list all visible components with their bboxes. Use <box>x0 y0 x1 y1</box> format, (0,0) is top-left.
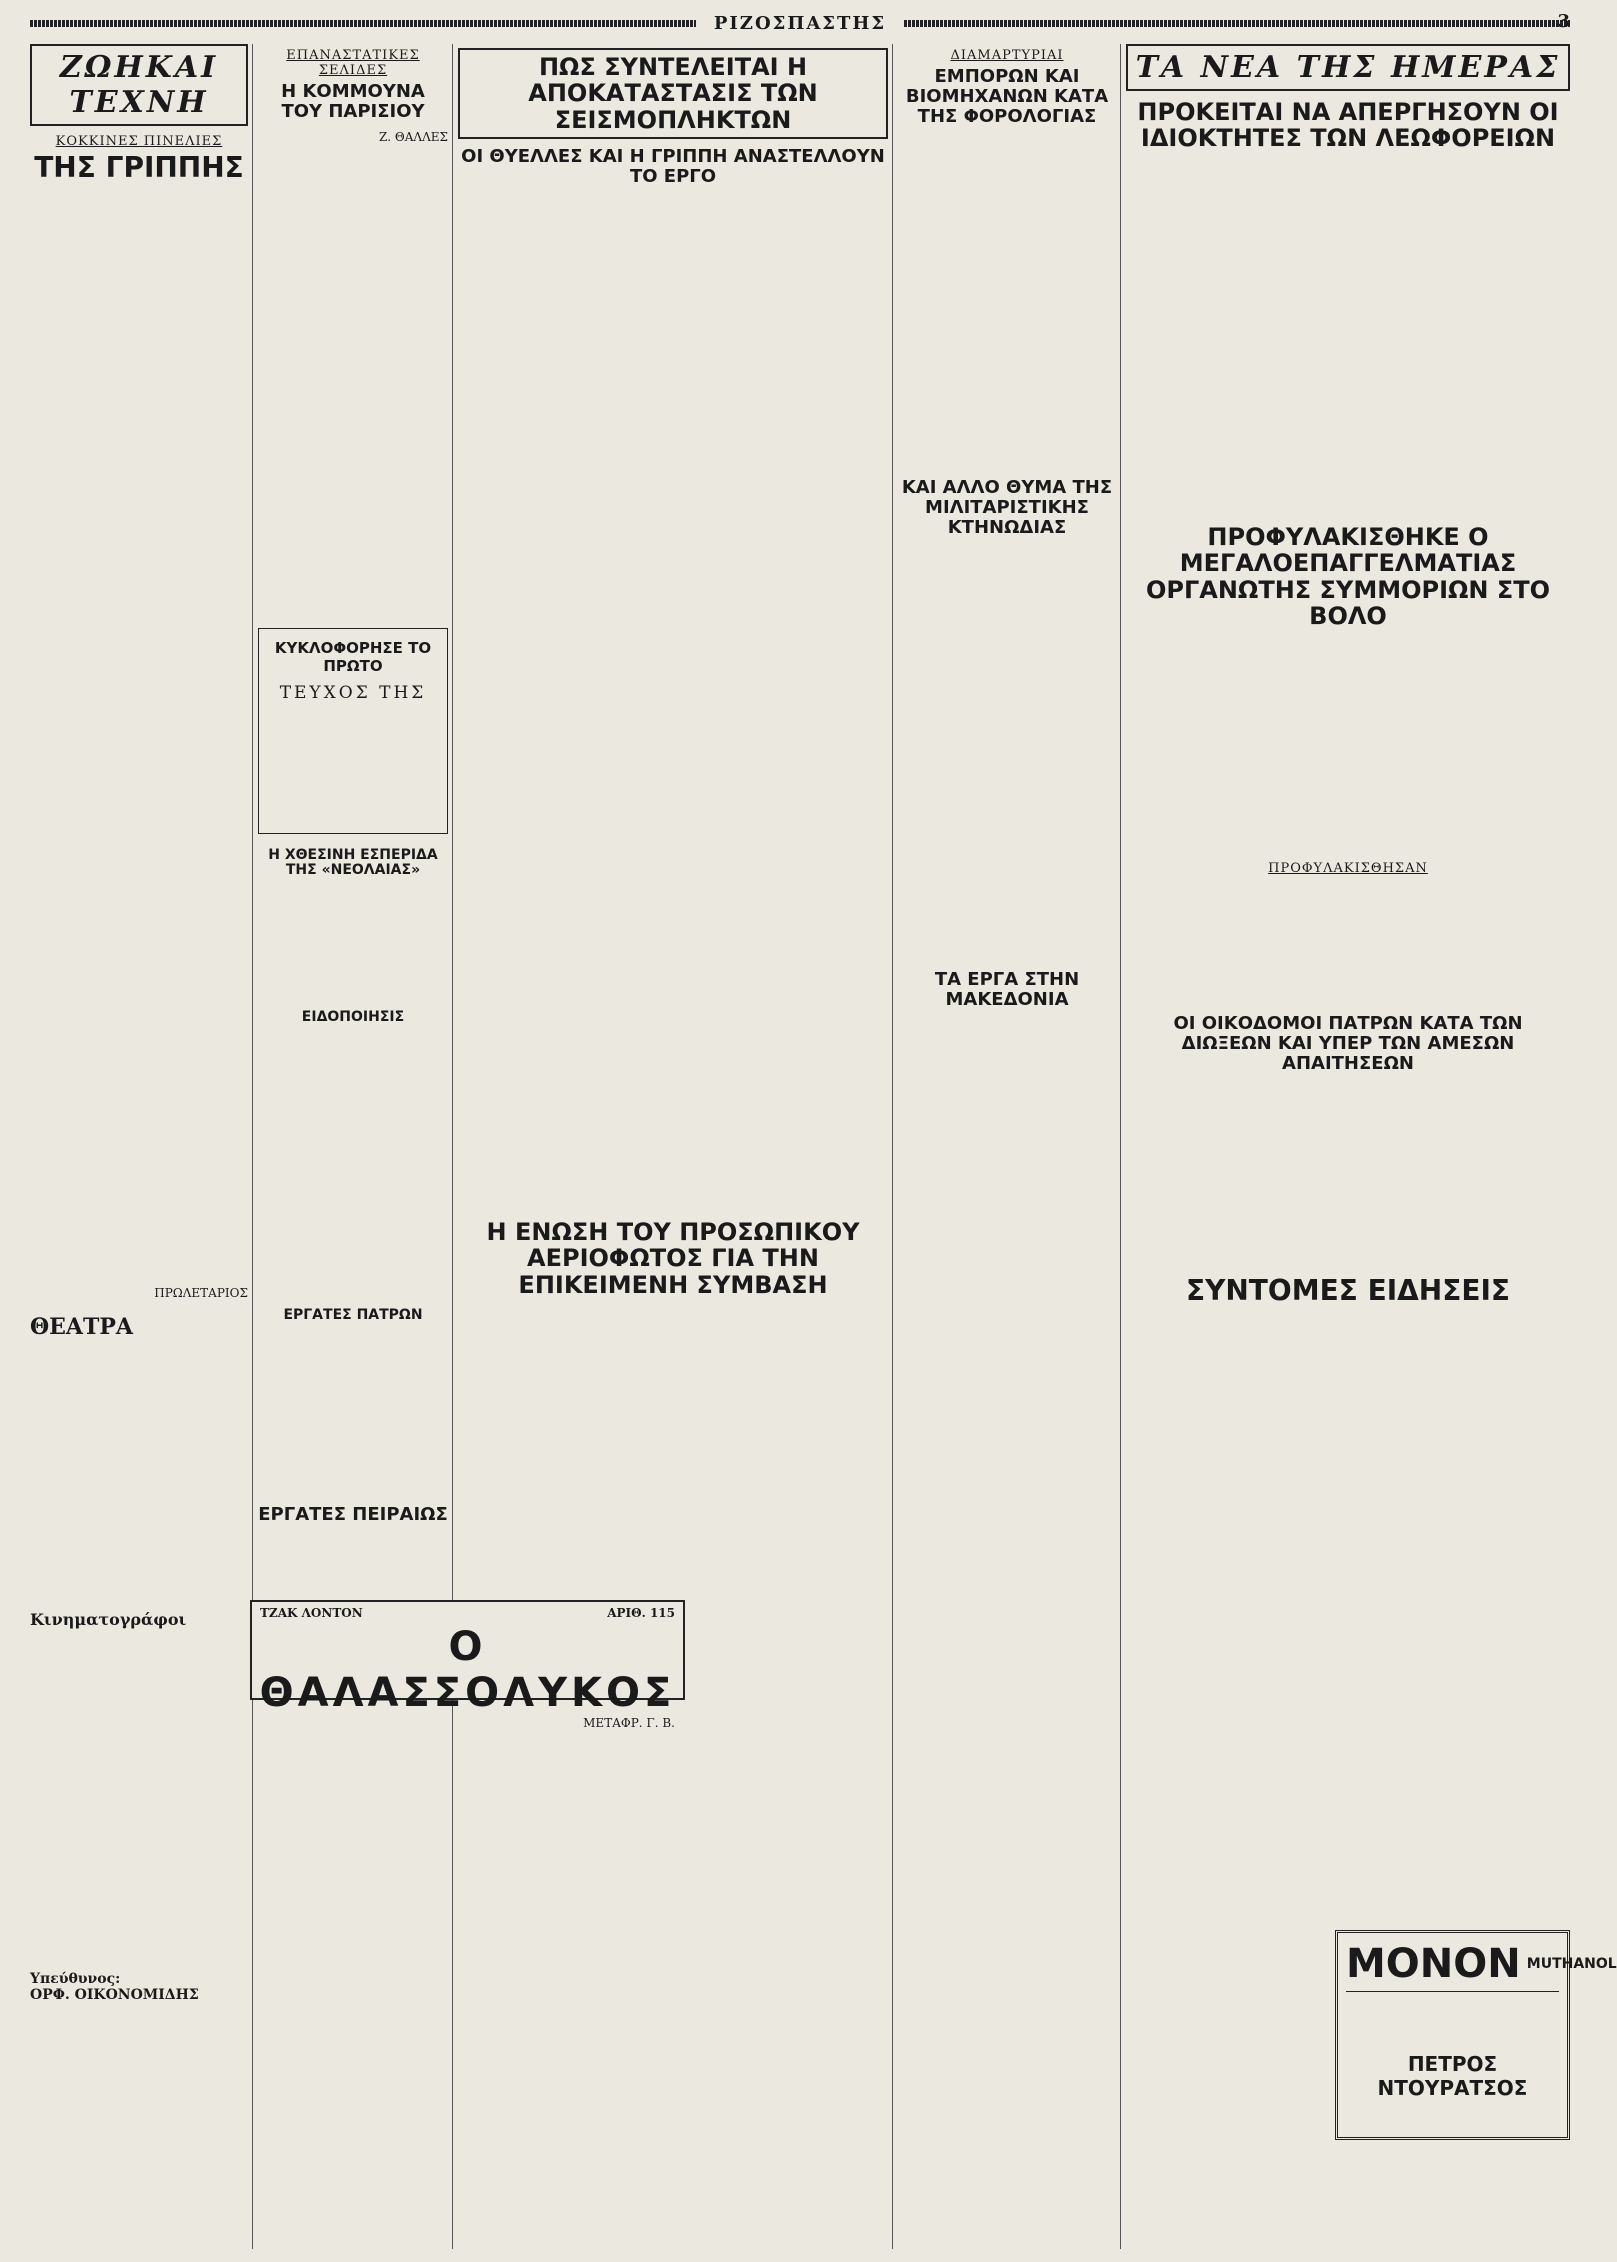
column-life-and-art <box>30 44 248 2249</box>
column-paris-commune <box>258 44 448 2249</box>
serial-title: Ο ΘΑΛΑΣΣΟΛΥΚΟΣ <box>259 1624 676 1716</box>
section-title: ΤΑ ΝΕΑ ΤΗΣ ΗΜΕΡΑΣ <box>1126 44 1570 91</box>
article-text <box>458 195 888 1215</box>
ad-brand: MUTHANOL <box>1526 1956 1617 1972</box>
kicker: ΕΠΑΝΑΣΤΑΤΙΚΕΣ ΣΕΛΙΔΕΣ <box>286 48 420 78</box>
column-separator <box>252 44 253 2249</box>
cinema-listings <box>30 1635 248 1965</box>
cinema-listings-label: Κινηματογράφοι <box>30 1609 187 1629</box>
headline: Η ΕΝΩΣΗ ΤΟΥ ΠΡΟΣΩΠΙΚΟΥ ΑΕΡΙΟΦΩΤΟΣ ΓΙΑ ΤΗΝ ΕΠΙΚΕΙΜΕΝΗ ΣΥΜΒΑΣΗ <box>486 1217 860 1299</box>
publication-box <box>258 628 448 834</box>
article-text <box>258 886 448 1006</box>
article-text <box>1126 637 1570 857</box>
headline: ΠΡΟΚΕΙΤΑΙ ΝΑ ΑΠΕΡΓΗΣΟΥΝ ΟΙ ΙΔΙΟΚΤΗΤΕΣ ΤΩΝ ΛΕΩΦΟΡΕΙΩΝ <box>1137 98 1559 153</box>
subhead: ΟΙ ΘΥΕΛΛΕΣ ΚΑΙ Η ΓΡΙΠΠΗ ΑΝΑΣΤΕΛΛΟΥΝ ΤΟ ΕΡΓΟ <box>461 146 885 187</box>
headline: ΕΡΓΑΤΕΣ ΠΑΤΡΩΝ <box>283 1306 423 1323</box>
column-separator <box>1120 44 1121 2249</box>
section-title: ΖΩΗΚΑΙ ΤΕΧΝΗ <box>30 44 248 126</box>
column-separator <box>452 44 453 2249</box>
serial-issue: ΑΡΙΘ. 115 <box>607 1606 675 1620</box>
box-subtitle: ΤΕΥΧΟΣ ΤΗΣ <box>279 682 427 703</box>
byline: ΠΡΩΛΕΤΑΡΙΟΣ <box>154 1285 248 1300</box>
theatre-listings <box>30 1346 248 1596</box>
column-earthquake-relief <box>458 44 888 2249</box>
theatre-listings-label: ΘΕΑΤΡΑ <box>30 1313 133 1340</box>
headline: ΟΙ ΟΙΚΟΔΟΜΟΙ ΠΑΤΡΩΝ ΚΑΤΑ ΤΩΝ ΔΙΩΞΕΩΝ ΚΑΙ ΥΠΕΡ ΤΩΝ ΑΜΕΣΩΝ ΑΠΑΙΤΗΣΕΩΝ <box>1173 1013 1523 1074</box>
headline: ΕΡΓΑΤΕΣ ΠΕΙΡΑΙΩΣ <box>258 1504 448 1526</box>
ad-headline: ΜΟΝΟΝ <box>1346 1941 1521 1987</box>
article-text <box>258 154 448 614</box>
kicker: ΚΟΚΚΙΝΕΣ ΠΙΝΕΛΙΕΣ <box>55 134 223 149</box>
column-day-news <box>1126 44 1570 2249</box>
box-title: ΚΥΚΛΟΦΟΡΗΣΕ ΤΟ ΠΡΩΤΟ <box>274 638 432 675</box>
page-number: 3 <box>1557 11 1570 32</box>
headline: ΤΑ ΕΡΓΑ ΣΤΗΝ ΜΑΚΕΔΟΝΙΑ <box>934 968 1080 1010</box>
headline: Η ΧΘΕΣΙΝΗ ΕΣΠΕΡΙΔΑ ΤΗΣ «ΝΕΟΛΑΙΑΣ» <box>268 846 438 878</box>
serial-novel-box <box>250 1600 685 1730</box>
column-protests <box>898 44 1116 2249</box>
article-text <box>898 134 1116 474</box>
footer-name: ΟΡΦ. ΟΙΚΟΝΟΜΙΔΗΣ <box>30 1986 199 2003</box>
serial-author: ΤΖΑΚ ΛΟΝΤΟΝ <box>260 1606 363 1620</box>
masthead-rule-left <box>30 20 696 27</box>
article-text <box>258 1331 448 1501</box>
footer-label: Υπεύθυνος: <box>30 1970 121 1987</box>
article-text <box>258 1034 448 1304</box>
masthead <box>30 8 1570 38</box>
advertisement-muthanol <box>1335 1930 1617 2140</box>
article-text <box>1126 160 1570 520</box>
headline: ΣΥΝΤΟΜΕΣ ΕΙΔΗΣΕΙΣ <box>1185 1273 1511 1307</box>
article-text <box>30 192 248 1282</box>
column-separator <box>892 44 893 2249</box>
article-text <box>1126 880 1570 1010</box>
kicker: ΔΙΑΜΑΡΤΥΡΙΑΙ <box>950 48 1064 63</box>
ad-advertiser-name: ΠΕΤΡΟΣ ΝΤΟΥΡΑΤΣΟΣ <box>1377 2052 1528 2100</box>
masthead-rule-right <box>904 20 1570 27</box>
headline: ΠΡΟΦΥΛΑΚΙΣΘΗΚΕ Ο ΜΕΓΑΛΟΕΠΑΓΓΕΛΜΑΤΙΑΣ ΟΡΓΑΝΩΤΗΣ ΣΥΜΜΟΡΙΩΝ ΣΤΟ ΒΟΛΟ <box>1145 522 1551 630</box>
kicker: ΠΡΟΦΥΛΑΚΙΣΘΗΣΑΝ <box>1268 861 1428 877</box>
headline: ΤΗΣ ΓΡΙΠΠΗΣ <box>34 151 244 184</box>
article-text <box>1126 1082 1570 1272</box>
author: Ζ. ΘΑΛΛΕΣ <box>378 129 448 144</box>
headline: ΕΜΠΟΡΩΝ ΚΑΙ ΒΙΟΜΗΧΑΝΩΝ ΚΑΤΑ ΤΗΣ ΦΟΡΟΛΟΓΙΑΣ <box>905 66 1109 127</box>
paper-name: ΡΙΖΟΣΠΑΣΤΗΣ <box>713 12 887 34</box>
article-text <box>898 546 1116 966</box>
headline: ΠΩΣ ΣΥΝΤΕΛΕΙΤΑΙ Η ΑΠΟΚΑΤΑΣΤΑΣΙΣ ΤΩΝ ΣΕΙΣΜΟΠΛΗΚΤΩΝ <box>458 48 888 139</box>
headline: ΚΑΙ ΑΛΛΟ ΘΥΜΑ ΤΗΣ ΜΙΛΙΤΑΡΙΣΤΙΚΗΣ ΚΤΗΝΩΔΙΑΣ <box>901 477 1113 538</box>
headline: ΕΙΔΟΠΟΙΗΣΙΣ <box>301 1009 405 1026</box>
headline: Η ΚΟΜΜΟΥΝΑ ΤΟΥ ΠΑΡΙΣΙΟΥ <box>281 81 425 122</box>
serial-translator: ΜΕΤΑΦΡ. Γ. Β. <box>583 1716 675 1730</box>
